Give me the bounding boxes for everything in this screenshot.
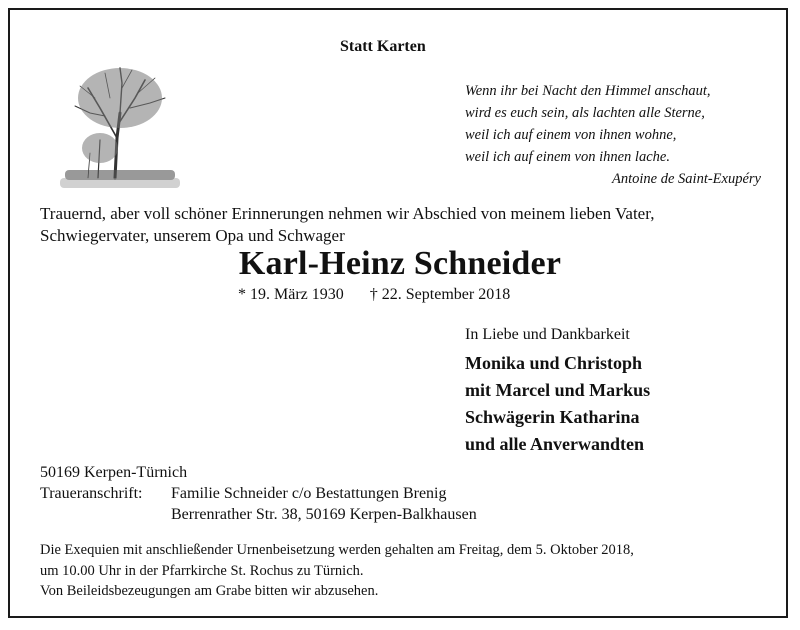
funeral-notice xyxy=(40,540,634,602)
intro-line: Trauernd, aber voll schöner Erinnerungen nehmen wir Abschied von meinem lieben Vater, xyxy=(40,204,655,223)
mourner-line: mit Marcel und Markus xyxy=(465,380,651,400)
mourners-list xyxy=(465,350,650,458)
address-town: 50169 Kerpen-Türnich xyxy=(40,464,188,481)
mourner-line: Monika und Christoph xyxy=(465,353,643,373)
address-line: Familie Schneider c/o Bestattungen Brenig xyxy=(171,485,447,502)
quote-line: wird es euch sein, als lachten alle Sterne, xyxy=(465,105,705,121)
quote xyxy=(465,80,761,190)
address-line: Berrenrather Str. 38, 50169 Kerpen-Balkhausen xyxy=(171,506,477,523)
life-dates xyxy=(238,286,510,304)
notice-line: um 10.00 Uhr in der Pfarrkirche St. Rochus zu Türnich. xyxy=(40,562,364,579)
mourning-address xyxy=(40,462,477,525)
notice-line: Von Beileidsbezeugungen am Grabe bitten wir abzusehen. xyxy=(40,583,379,599)
quote-line: weil ich auf einem von ihnen lache. xyxy=(465,149,670,165)
deceased-name: Karl-Heinz Schneider xyxy=(238,245,562,282)
birth-date: * 19. März 1930 xyxy=(238,286,344,303)
heading: Statt Karten xyxy=(340,38,426,55)
mourners-intro: In Liebe und Dankbarkeit xyxy=(465,326,630,343)
intro-text xyxy=(40,203,780,247)
quote-author: Antoine de Saint-Exupéry xyxy=(612,171,761,187)
notice-line: Die Exequien mit anschließender Urnenbeisetzung werden gehalten am Freitag, dem 5. Oktober 2018, xyxy=(40,542,634,558)
death-date: † 22. September 2018 xyxy=(369,286,511,303)
intro-line: Schwiegervater, unserem Opa und Schwager xyxy=(40,226,345,245)
quote-line: weil ich auf einem von ihnen wohne, xyxy=(465,127,677,143)
quote-line: Wenn ihr bei Nacht den Himmel anschaut, xyxy=(465,83,711,99)
mourner-line: und alle Anverwandten xyxy=(465,434,645,454)
mourner-line: Schwägerin Katharina xyxy=(465,407,640,427)
tree-illustration xyxy=(60,58,180,193)
address-label: Traueranschrift: xyxy=(40,485,143,502)
